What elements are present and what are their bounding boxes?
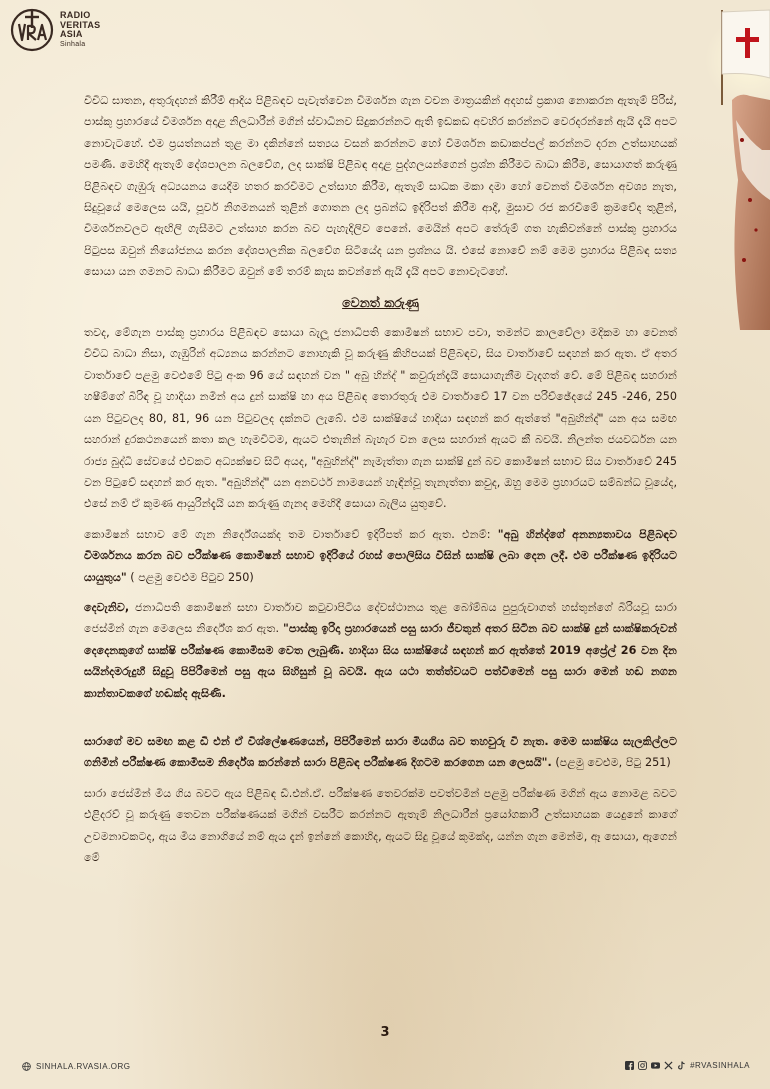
- globe-icon: [22, 1062, 31, 1071]
- x-twitter-icon[interactable]: [664, 1061, 673, 1070]
- paragraph-3-intro: කොමිෂන් සභාව මේ ගැන නිර්දේශයක්ද තම වාර්තාවේ ඉදිරිපත් කර ඇත. එනම්:: [84, 527, 498, 541]
- youtube-icon[interactable]: [651, 1061, 660, 1070]
- radio-veritas-logo: [10, 8, 100, 52]
- social-hashtag: #RVASINHALA: [690, 1061, 750, 1070]
- paragraph-6: සාරා ජෙස්මින් මිය ගිය බවට ඇය පිළිබඳ ඩී.එන්.ඒ. පරීක්ෂණ තෙවරක්ම පවත්වමින් පළමු පරීක්ෂණ මගින් ඇය නොමළ බවට එළිදරව් වූ කරුණු තෙවන පරීක්ෂණයක් මගින් වසරීට කරන්නට ඇතැම් නිලධාරීන් ප්‍රයෝගකාරී උත්සාහයක යෙදුනේ කාගේ උවමනාවකටද, ඇය මිය නොගියේ නම් ඇය දැන් ඉන්නේ කොහිද, ඇයට සිදු වූයේ කුමක්ද, යන්න ගැන මෙන්ම, ඈ සොයා, ඇගෙන් මේ: [84, 786, 677, 864]
- paragraph-3-reference: ( පළමු වෙළුම පිටුව 250): [126, 570, 254, 584]
- paragraph-4: [84, 597, 677, 704]
- rva-emblem-icon: [10, 8, 54, 52]
- logo-line-sinhala: Sinhala: [60, 40, 86, 48]
- paragraph-3-quote: "අබු හින්ද්ගේ අනන්‍යතාවය පිළිබඳව විමර්ශනය කරන බව පරීක්ෂණ කොමිෂන් සභාව ඉදිරියේ රහස් පොලිසිය විසින් සාක්ෂි ලබා දෙන ලදී. එම පරීක්ෂණ ඉදිරියට යායුතුය": [84, 527, 677, 584]
- paragraph-5: [84, 731, 677, 774]
- logo-line-asia: ASIA: [60, 29, 83, 39]
- paragraph-4-lead: දෙවැනිව,: [84, 600, 130, 614]
- paragraph-5-reference: (පළමු වෙළුම, පිටු 251): [551, 756, 671, 770]
- paragraph-1: විවිධ ඝාතන, අතුරුදහන් කිරීම් ආදිය පිළිබඳව පැවැත්වෙන විමර්ශන ගැන වචන මාත්‍රයකින් අදහස් ප්‍රකාශ නොකරන ඇතැම් පිරිස්, පාස්කු ප්‍රහාරයේ විමර්ශන අදාළ නිලධාරීන් මගින් ස්වාධීනව සිදුකරන්නට ඇති ඉඩකඩ අවහිර කරන්නට වෙරදරන්නේ ඇයි දැයි අපට නොවැටහේ. එම ප්‍රයත්නයන් තුළ මා දකින්නේ සත්‍යය වසන් කරන්නට හෝ විමර්ශන කඩාකප්පල් කරන්නට දරන උත්සාහයක් පමණි. මෙහිදී ඇතැම් දේශපාලන බලවේග, ලද සාක්ෂි පිළිබඳ අදාළ පුද්ගලයන්ගෙන් ප්‍රශ්න කිරීමට බාධා කිරීම, සොයාගත් කරුණු පිළිබඳව ගැඹුරු අධ්‍යයනය යෙදීම හතර කරවීමට උත්සාහ කිරීම, ඇතැම් සාධක මකා දමා හෝ වෙනත් විමර්ශන අවශ්‍ය නැත, සිදුවූයේ මෙලෙස යයි, පූර්ව නිගමනයන් තුළින් ගොතන ලද ප්‍රබන්ධ ඉදිරිපත් කිරීම ආදී, මුසාව රජ කරවීමේ ක්‍රමවේද තුළින්, විමර්ශනවලට ඇඟිලි ගැසීමට උත්සාහ කරන බව පැහැදිලිව පෙනේ. මෙයින් අපට තේරුම් ගත හැකිවන්නේ පාස්කු ප්‍රහාරය පිටුපස ඔවුන් නියෝජනය කරන දේශපාලනික බලවේග සිටියේද යන ප්‍රශ්නය යි. එසේ නොවේ නම් මෙම ප්‍රහාරය පිළිබඳ සත්‍ය සොයා යන ගමනට බාධා කිරීමට ඔවුන් මේ තරම් කැස කවන්නේ ඇයි දැයි අපට නොවැටහේ.: [84, 94, 677, 279]
- paragraph-4-text: ජනාධිපති කොමිෂන් සභා වාර්තාව කටුවාපිටිය දේවස්ථානය තුළ බෝම්බය පුපුරුවාගත් හස්තුන්ගේ බිරියවූ සාරා ජෙස්මින් ගැන මෙලෙස නිර්දේශ කර ඇත.: [84, 600, 677, 636]
- logo-wordmark: [60, 11, 100, 49]
- logo-line-radio: RADIO: [60, 10, 91, 20]
- paragraph-2: තවද, මේගැන පාස්කු ප්‍රහාරය පිළිබඳව සොයා බැලූ ජනාධිපති කොමිෂන් සභාව පවා, තමන්ට කාලවේලා මදිකම හා වෙනත් විවිධ බාධා නිසා, ගැඹුරින් අධ්‍යනය කරන්නට නොහැකි වූ කරුණු කිහිපයක් පිළිබඳව, සිය වාර්තාවේ සඳහන් කර ඇත. ඒ අතර වාර්තාවේ පළමු වෙළුමේ පිටු අංක 96 යේ සඳහන් වන " අබු හින්ද් " කවුරුන්දැයි සොයාගැනීම වැදගත් වේ. මේ පිළිබඳ සහරාන් හෂීම්ගේ බිරිඳ වූ හාදියා නමින් අය දුන් සාක්ෂි හා අය පිළිබඳ තොරතුරු එම වාර්තාවේ 17 වන පරිච්ඡේදයේ 245 -246, 250 යන පිටුවලද 80, 81, 96 යන පිටුවලද දක්නට ලැබේ. එම සාක්ෂියේ හාදියා සඳහන් කර ඇත්තේ "අබුහින්ද්" යන අය සමඟ සහරාන් දුරකථනයෙන් කතා කල හැමවිටම, ඇයට එතැනින් බැහැර වන ලෙස සහරාන් ඇයට කී බවයි. නිලන්ත ජයවර්ධන යන රාජ්‍ය බුද්ධි සේවයේ එවකට අධ්‍යක්ෂව සිටි අයද, "අබුහින්ද්" නැමැත්තා ගැන සාක්ෂි දුන් බව කොමිෂන් සභාව සිය වාර්තාවේ 245 වන පිටුවේ සඳහන් කර ඇත. "අබුහින්ද්" යන අනවර්ථ නාමයෙන් හැඳින්වූ තැනැත්තා කවුද, ඔහු මෙම ප්‍රහාරයට සම්බන්ධ වූයේද, එසේ නම් ඒ කුමණ ආයුරින්දැයි යන කරුණු ගැනද මෙහිදී සොයා බැලිය යුතුවේ.: [84, 326, 677, 511]
- website-url[interactable]: SINHALA.RVASIA.ORG: [36, 1062, 131, 1071]
- section-heading-text: වෙනත් කරුණු: [342, 294, 419, 310]
- instagram-icon[interactable]: [638, 1061, 647, 1070]
- footer-social: [625, 1061, 750, 1070]
- paragraph-4-quote: "පාස්කු ඉරිදා ප්‍රහාරයෙන් පසු සාරා ජීවතුන් අතර සිටින බව සාක්ෂි දුන් සාක්ෂිකරුවන් දෙදෙනකුගේ සාක්ෂි පරීක්ෂණ කොමිසම වෙත ලැබුණි. හාදියා සිය සාක්ෂියේ සඳහන් කර ඇත්තේ 2019 අප්‍රේල් 26 වන දින සයින්දමරුදුහී සිදුවූ පිපිරීමෙන් පසු ඇය සිහිසුන් වූ බවයි. ඇය යථා තත්ත්වයට පත්වීමෙන් පසු සාරා මෙන් හඬ නගන කාන්තාවකගේ හඬක්ද ඇසිණි.: [84, 622, 678, 700]
- risen-christ-banner-image: [670, 0, 770, 330]
- tiktok-icon[interactable]: [677, 1061, 686, 1070]
- logo-line-veritas: VERITAS: [60, 19, 101, 30]
- footer-website[interactable]: [22, 1062, 131, 1071]
- section-heading: [84, 292, 677, 314]
- facebook-icon[interactable]: [625, 1061, 634, 1070]
- paragraph-3: [84, 524, 677, 588]
- page-number: 3: [380, 1025, 390, 1040]
- paragraph-5-quote: සාරාගේ මව සමඟ කළ ඩී එන් ඒ විශ්ලේෂණයෙන්, පිපිරීමෙන් සාරා මියගිය බව තහවුරු වී නැත. මෙම සාක්ෂිය සැලකිල්ලට ගනිමින් පරීක්ෂණ කොමිසම නිර්දේශ කරන්නේ සාරා පිළිබඳ පරීක්ෂණ දිගටම කරගෙන යන ලෙසයි".: [84, 734, 677, 770]
- article-body: [84, 90, 677, 877]
- spacer: [84, 713, 677, 731]
